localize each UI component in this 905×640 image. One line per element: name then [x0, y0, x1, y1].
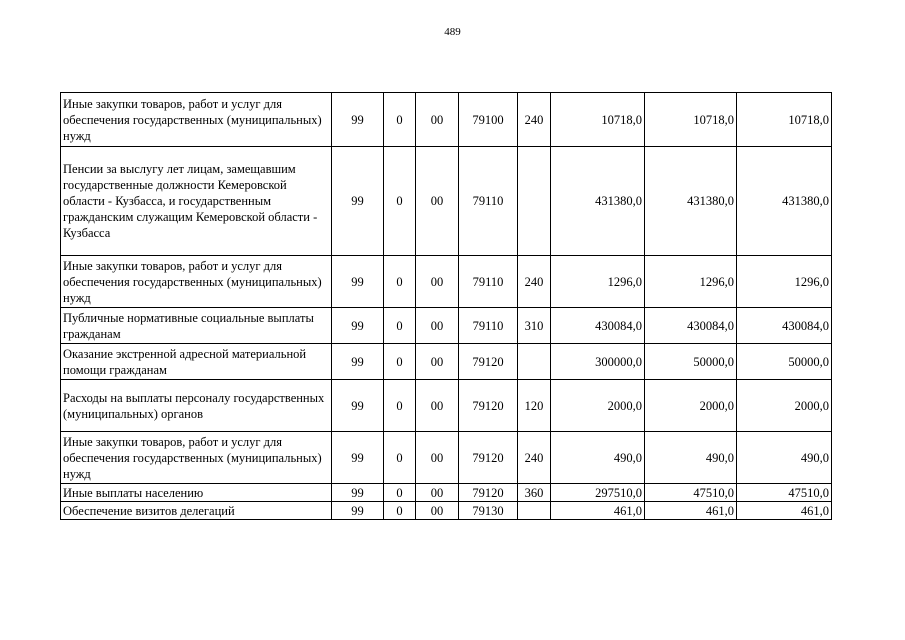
amount-year-2: 430084,0	[645, 308, 737, 344]
row-description: Обеспечение визитов делегаций	[61, 502, 332, 520]
table-row	[61, 93, 832, 147]
code-program: 0	[384, 380, 416, 432]
amount-year-2: 431380,0	[645, 147, 737, 256]
amount-year-1: 1296,0	[551, 256, 645, 308]
table-row	[61, 256, 832, 308]
code-program: 0	[384, 93, 416, 147]
amount-year-3: 50000,0	[737, 344, 832, 380]
amount-year-3: 431380,0	[737, 147, 832, 256]
amount-year-3: 10718,0	[737, 93, 832, 147]
amount-year-2: 50000,0	[645, 344, 737, 380]
code-subprogram: 00	[416, 147, 459, 256]
code-section: 99	[332, 256, 384, 308]
code-expense-type: 240	[518, 256, 551, 308]
code-expense-type	[518, 147, 551, 256]
code-expense-type: 120	[518, 380, 551, 432]
code-direction: 79110	[459, 256, 518, 308]
row-description: Иные закупки товаров, работ и услуг для обеспечения государственных (муниципальных) нужд	[61, 93, 332, 147]
code-subprogram: 00	[416, 344, 459, 380]
code-direction: 79130	[459, 502, 518, 520]
row-description: Оказание экстренной адресной материальной помощи гражданам	[61, 344, 332, 380]
code-subprogram: 00	[416, 308, 459, 344]
code-program: 0	[384, 502, 416, 520]
code-section: 99	[332, 502, 384, 520]
row-description: Расходы на выплаты персоналу государственных (муниципальных) органов	[61, 380, 332, 432]
row-description: Публичные нормативные социальные выплаты гражданам	[61, 308, 332, 344]
code-expense-type: 240	[518, 93, 551, 147]
amount-year-1: 10718,0	[551, 93, 645, 147]
code-program: 0	[384, 432, 416, 484]
budget-table	[60, 92, 832, 520]
amount-year-1: 461,0	[551, 502, 645, 520]
code-section: 99	[332, 93, 384, 147]
amount-year-1: 300000,0	[551, 344, 645, 380]
amount-year-2: 10718,0	[645, 93, 737, 147]
code-direction: 79120	[459, 380, 518, 432]
table-row	[61, 344, 832, 380]
code-program: 0	[384, 256, 416, 308]
code-subprogram: 00	[416, 256, 459, 308]
amount-year-2: 490,0	[645, 432, 737, 484]
table-row	[61, 502, 832, 520]
code-expense-type	[518, 502, 551, 520]
table-row	[61, 380, 832, 432]
row-description: Иные выплаты населению	[61, 484, 332, 502]
code-subprogram: 00	[416, 380, 459, 432]
code-subprogram: 00	[416, 502, 459, 520]
table-row	[61, 484, 832, 502]
amount-year-1: 430084,0	[551, 308, 645, 344]
row-description: Иные закупки товаров, работ и услуг для обеспечения государственных (муниципальных) нужд	[61, 432, 332, 484]
code-program: 0	[384, 344, 416, 380]
table-row	[61, 147, 832, 256]
code-expense-type	[518, 344, 551, 380]
row-description: Пенсии за выслугу лет лицам, замещавшим государственные должности Кемеровской области - Кузбасса, и государственным гражданским служащим Кемеровской области - Кузбасса	[61, 147, 332, 256]
page-number: 489	[444, 26, 461, 38]
code-direction: 79110	[459, 308, 518, 344]
code-section: 99	[332, 380, 384, 432]
code-expense-type: 310	[518, 308, 551, 344]
code-direction: 79110	[459, 147, 518, 256]
code-section: 99	[332, 432, 384, 484]
amount-year-1: 2000,0	[551, 380, 645, 432]
amount-year-3: 490,0	[737, 432, 832, 484]
code-program: 0	[384, 147, 416, 256]
code-subprogram: 00	[416, 484, 459, 502]
code-subprogram: 00	[416, 93, 459, 147]
code-expense-type: 240	[518, 432, 551, 484]
code-expense-type: 360	[518, 484, 551, 502]
code-section: 99	[332, 308, 384, 344]
amount-year-3: 430084,0	[737, 308, 832, 344]
amount-year-2: 2000,0	[645, 380, 737, 432]
code-direction: 79100	[459, 93, 518, 147]
code-section: 99	[332, 147, 384, 256]
amount-year-3: 47510,0	[737, 484, 832, 502]
amount-year-3: 461,0	[737, 502, 832, 520]
amount-year-1: 431380,0	[551, 147, 645, 256]
amount-year-3: 2000,0	[737, 380, 832, 432]
code-direction: 79120	[459, 432, 518, 484]
table-row	[61, 308, 832, 344]
code-direction: 79120	[459, 484, 518, 502]
amount-year-2: 1296,0	[645, 256, 737, 308]
amount-year-2: 461,0	[645, 502, 737, 520]
table-row	[61, 432, 832, 484]
code-subprogram: 00	[416, 432, 459, 484]
code-direction: 79120	[459, 344, 518, 380]
row-description: Иные закупки товаров, работ и услуг для обеспечения государственных (муниципальных) нужд	[61, 256, 332, 308]
amount-year-3: 1296,0	[737, 256, 832, 308]
code-program: 0	[384, 484, 416, 502]
table-body	[61, 93, 832, 520]
amount-year-1: 297510,0	[551, 484, 645, 502]
code-program: 0	[384, 308, 416, 344]
code-section: 99	[332, 344, 384, 380]
amount-year-1: 490,0	[551, 432, 645, 484]
code-section: 99	[332, 484, 384, 502]
amount-year-2: 47510,0	[645, 484, 737, 502]
